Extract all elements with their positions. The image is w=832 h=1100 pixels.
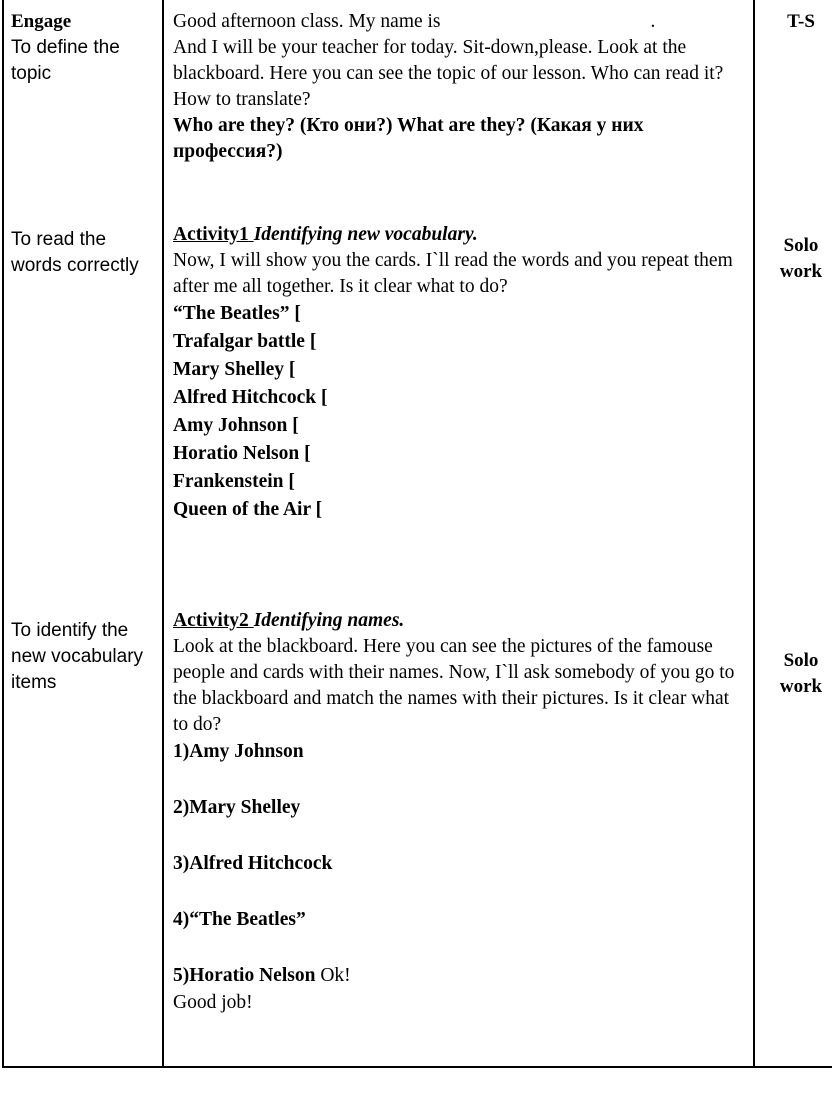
interaction-line: work: [779, 261, 823, 282]
vocabulary-item: Trafalgar battle [: [173, 331, 317, 352]
name-item: 1)Amy Johnson: [173, 741, 304, 762]
column-divider-2: [753, 0, 755, 1068]
intro-text: And I will be your teacher for today. Sit-down,please. Look at the blackboard. Here you can see the topic of our lesson. Who can read it? How to translate?: [173, 37, 724, 110]
ok-text: Ok!: [315, 965, 351, 986]
vocabulary-item: Queen of the Air [: [173, 499, 323, 520]
stage-label: Engage: [11, 11, 72, 32]
activity2-interaction: [771, 648, 831, 700]
vocabulary-item: “The Beatles” [: [173, 303, 301, 324]
activity2-label: Activity2: [173, 610, 249, 631]
interaction-line: Solo: [783, 235, 819, 256]
activity1-title: Identifying new vocabulary.: [253, 224, 478, 245]
name-item: [173, 962, 748, 990]
greeting-dot: .: [650, 11, 656, 32]
activity1-content-cell: [173, 222, 748, 524]
activity2-title: Identifying names.: [253, 610, 405, 631]
greeting-text: Good afternoon class. My name is: [173, 11, 441, 32]
activity1-instructions: Now, I will show you the cards. I`ll read the words and you repeat them after me all together. Is it clear what to do?: [173, 250, 733, 297]
name-item-text: 5)Horatio Nelson: [173, 965, 316, 986]
interaction-line: Solo: [783, 650, 819, 671]
engage-content-cell: [173, 9, 748, 165]
topic-text: Who are they? (Кто они?) What are they? (Какая у них профессия?): [173, 115, 644, 162]
activity1-heading: [173, 222, 748, 248]
activity1-interaction: [771, 233, 831, 285]
vocabulary-item: Horatio Nelson [: [173, 443, 311, 464]
vocabulary-item: Frankenstein [: [173, 471, 295, 492]
vocabulary-item: Mary Shelley [: [173, 359, 296, 380]
names-list: [173, 738, 748, 990]
vocabulary-item: Alfred Hitchcock [: [173, 387, 328, 408]
activity2-heading: [173, 608, 748, 634]
column-divider-1: [162, 0, 164, 1068]
activity2-instructions: Look at the blackboard. Here you can see the pictures of the famouse people and cards with their names. Now, I`ll ask somebody of you go to the blackboard and match the names with their pictures. Is it clear what to do?: [173, 636, 735, 735]
praise-text: Good job!: [173, 992, 253, 1013]
activity1-objective: To read the words correctly: [11, 229, 139, 276]
name-item: 3)Alfred Hitchcock: [173, 853, 333, 874]
interaction-line: work: [779, 676, 823, 697]
greeting-line: [173, 9, 748, 35]
engage-interaction: T-S: [787, 11, 815, 32]
vocabulary-list: [173, 300, 748, 524]
activity2-objective: To identify the new vocabulary items: [11, 620, 144, 693]
name-item: 2)Mary Shelley: [173, 797, 301, 818]
vocabulary-item: Amy Johnson [: [173, 415, 299, 436]
engage-objective: To define the topic: [11, 37, 120, 84]
name-item: 4)“The Beatles”: [173, 909, 306, 930]
activity2-content-cell: [173, 608, 748, 1016]
engage-objective-cell: [11, 9, 161, 87]
activity1-label: Activity1: [173, 224, 249, 245]
